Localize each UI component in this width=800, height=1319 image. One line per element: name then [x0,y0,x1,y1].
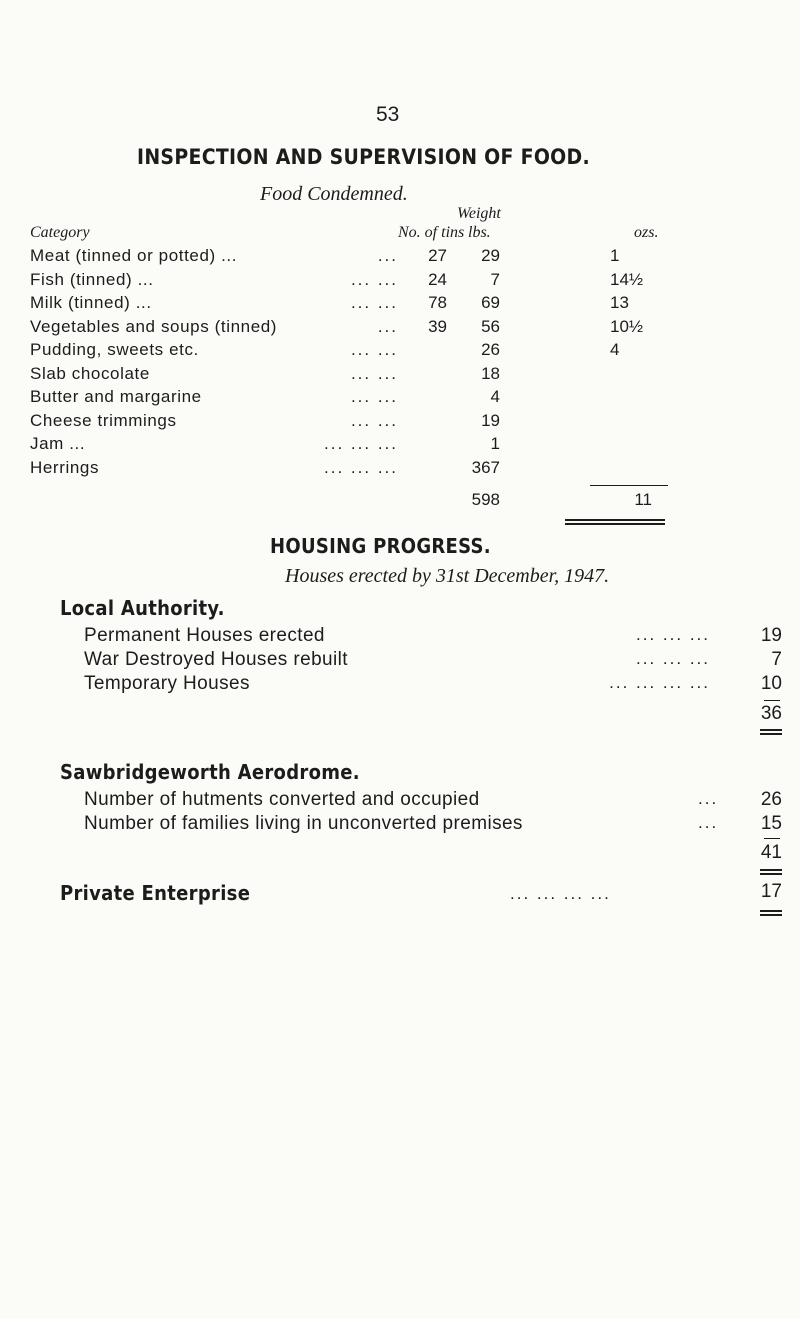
weight-ozs: 14½ [610,270,644,289]
aerodrome-item-value: 26 [760,789,782,810]
la-total-rule [764,700,780,701]
dot-leader: ... [377,317,398,336]
dot-leader: ... ... ... [324,458,398,477]
food-category: Jam ... [30,434,86,453]
weight-lbs: 18 [481,364,500,383]
weight-lbs: 29 [481,246,500,265]
la-total-double-rule [760,729,782,731]
weight-ozs: 13 [610,293,629,312]
private-enterprise-leader: ... ... ... ... [510,884,611,903]
food-category: Fish (tinned) ... [30,270,154,289]
food-category: Pudding, sweets etc. [30,340,199,359]
weight-lbs: 19 [481,411,500,430]
total-lbs: 598 [471,490,500,509]
dot-leader: ... ... ... [636,649,710,668]
housing-item-value: 19 [760,625,782,646]
weight-lbs: 367 [471,458,500,477]
weight-ozs: 4 [610,340,620,359]
food-category: Slab chocolate [30,364,150,383]
weight-ozs: 10½ [610,317,644,336]
dot-leader: ... ... [350,387,398,406]
weight-lbs: 56 [481,317,500,336]
col-ozs-heading: ozs. [634,224,659,241]
tins-count: 27 [428,246,447,265]
housing-item-label: Temporary Houses [84,673,250,694]
dot-leader: ... ... ... [636,625,710,644]
dot-leader: ... [698,813,719,832]
la-total: 36 [760,703,782,724]
food-category: Cheese trimmings [30,411,177,430]
food-inspection-title: INSPECTION AND SUPERVISION OF FOOD. [137,145,591,169]
tins-count: 24 [428,270,447,289]
total-ozs: 11 [634,490,652,509]
sb-total-double-rule [760,869,782,871]
food-category: Milk (tinned) ... [30,293,152,312]
housing-item-label: Permanent Houses erected [84,625,325,646]
total-double-rule [565,519,665,521]
col-category-heading: Category [30,224,90,241]
weight-lbs: 69 [481,293,500,312]
total-rule [590,485,668,486]
housing-item-label: War Destroyed Houses rebuilt [84,649,348,670]
aerodrome-item-label: Number of hutments converted and occupied [84,789,480,810]
aerodrome-item-value: 15 [760,813,782,834]
dot-leader: ... ... ... [324,434,398,453]
food-category: Butter and margarine [30,387,202,406]
private-enterprise-value: 17 [760,881,782,902]
food-category: Herrings [30,458,100,477]
private-double-rule [760,910,782,912]
dot-leader: ... [377,246,398,265]
food-category: Meat (tinned or potted) ... [30,246,238,265]
weight-lbs: 4 [490,387,500,406]
tins-count: 78 [428,293,447,312]
sb-total-rule [764,838,780,839]
col-weight-heading: Weight [457,205,501,222]
food-condemned-subtitle: Food Condemned. [260,183,408,205]
sb-total-double-rule [760,873,782,875]
aerodrome-item-label: Number of families living in unconverted premises [84,813,523,834]
col-tins-heading: No. of tins [398,224,465,241]
weight-lbs: 1 [490,434,500,453]
weight-lbs: 7 [490,270,500,289]
dot-leader: ... ... [350,340,398,359]
private-double-rule [760,914,782,916]
dot-leader: ... ... [350,411,398,430]
tins-count: 39 [428,317,447,336]
private-enterprise-label: Private Enterprise [60,881,251,905]
col-lbs-heading: lbs. [468,224,491,241]
weight-lbs: 26 [481,340,500,359]
local-authority-heading: Local Authority. [60,596,225,620]
page-number: 53 [376,103,400,126]
dot-leader: ... ... [350,270,398,289]
housing-item-value: 10 [760,673,782,694]
weight-ozs: 1 [610,246,620,265]
sawbridgeworth-heading: Sawbridgeworth Aerodrome. [60,760,360,784]
housing-subtitle: Houses erected by 31st December, 1947. [285,565,610,587]
la-total-double-rule [760,733,782,735]
housing-item-value: 7 [771,649,782,670]
dot-leader: ... ... ... ... [609,673,710,692]
food-category: Vegetables and soups (tinned) [30,317,278,336]
dot-leader: ... ... [350,293,398,312]
total-double-rule [565,523,665,525]
sb-total: 41 [760,842,782,863]
housing-progress-title: HOUSING PROGRESS. [270,534,491,558]
dot-leader: ... ... [350,364,398,383]
dot-leader: ... [698,789,719,808]
